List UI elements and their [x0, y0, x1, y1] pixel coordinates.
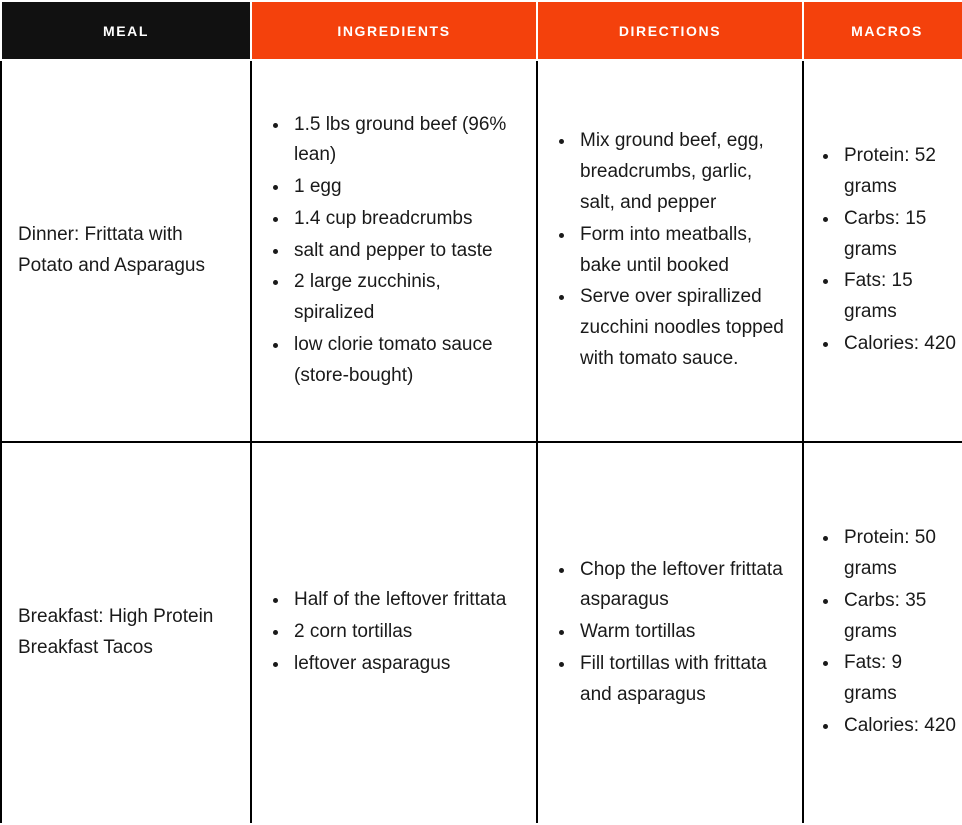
macros-cell: [803, 60, 962, 442]
column-header-directions: DIRECTIONS: [537, 1, 803, 60]
list-item: • Fats: 15 grams: [840, 266, 956, 328]
macros-cell: [803, 442, 962, 824]
list-item: • 1.5 lbs ground beef (96% lean): [290, 110, 522, 172]
list-item: • Carbs: 35 grams: [840, 586, 956, 648]
list-item: • Calories: 420: [840, 711, 956, 742]
list-item: • Chop the leftover frittata asparagus: [576, 555, 788, 617]
list-item: • Protein: 50 grams: [840, 523, 956, 585]
list-item: • leftover asparagus: [290, 649, 522, 680]
list-item: • 2 large zucchinis, spiralized: [290, 267, 522, 329]
list-item: • Serve over spirallized zucchini noodles topped with tomato sauce.: [576, 282, 788, 374]
list-item: • low clorie tomato sauce (store-bought): [290, 330, 522, 392]
list-item: • 2 corn tortillas: [290, 617, 522, 648]
directions-list: [554, 555, 788, 711]
list-item: • Fill tortillas with frittata and asparagus: [576, 649, 788, 711]
list-item: • 1.4 cup breadcrumbs: [290, 204, 522, 235]
column-header-macros: MACROS: [803, 1, 962, 60]
list-item: • Fats: 9 grams: [840, 648, 956, 710]
table-row: [1, 60, 962, 442]
ingredients-list: [268, 110, 522, 392]
list-item: • Protein: 52 grams: [840, 141, 956, 203]
ingredients-cell: [251, 60, 537, 442]
list-item: • Calories: 420: [840, 329, 956, 360]
macros-list: [820, 141, 956, 359]
directions-list: [554, 126, 788, 374]
ingredients-list: [268, 585, 522, 679]
table-header: [1, 1, 962, 60]
table-body: [1, 60, 962, 824]
table-row: [1, 442, 962, 824]
list-item: • Carbs: 15 grams: [840, 204, 956, 266]
list-item: • Half of the leftover frittata: [290, 585, 522, 616]
list-item: • Form into meatballs, bake until booked: [576, 220, 788, 282]
meal-name-cell: Breakfast: High Protein Breakfast Tacos: [1, 442, 251, 824]
macros-list: [820, 523, 956, 741]
ingredients-cell: [251, 442, 537, 824]
table-header-row: [1, 1, 962, 60]
list-item: • Mix ground beef, egg, breadcrumbs, garlic, salt, and pepper: [576, 126, 788, 218]
directions-cell: [537, 60, 803, 442]
directions-cell: [537, 442, 803, 824]
column-header-meal: MEAL: [1, 1, 251, 60]
meal-name-cell: Dinner: Frittata with Potato and Asparagus: [1, 60, 251, 442]
list-item: • salt and pepper to taste: [290, 236, 522, 267]
column-header-ingredients: INGREDIENTS: [251, 1, 537, 60]
list-item: • 1 egg: [290, 172, 522, 203]
list-item: • Warm tortillas: [576, 617, 788, 648]
